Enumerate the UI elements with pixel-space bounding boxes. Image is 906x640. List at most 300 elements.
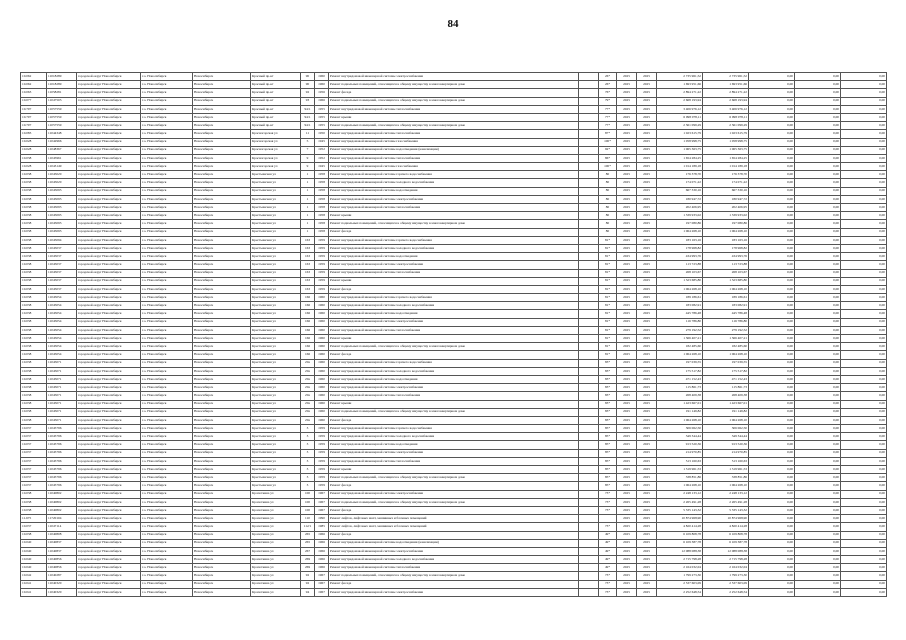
table-cell: 11045054 <box>47 294 77 302</box>
table-cell: 0,00 <box>841 73 887 81</box>
table-cell: 0,00 <box>841 335 887 343</box>
table-cell: Крестьянская ул <box>251 392 301 400</box>
table-cell: 1960 <box>315 294 329 302</box>
table-cell: городской округ Новосибирск <box>77 236 141 244</box>
table-cell: 3 <box>301 474 315 482</box>
table-cell: 11045037 <box>47 244 77 252</box>
table-cell: 0,00 <box>749 310 795 318</box>
table-cell: 1958 <box>315 220 329 228</box>
table-cell <box>579 441 599 449</box>
table-cell: 10.038 <box>21 285 47 293</box>
table-cell: Красногорская ул <box>251 138 301 146</box>
table-cell: Новосибирск <box>193 277 251 285</box>
table-cell: 2025 <box>637 416 657 424</box>
table-cell <box>579 269 599 277</box>
table-cell: 175 517,82 <box>703 367 749 375</box>
table-cell: Крестьянская ул <box>251 220 301 228</box>
table-cell: Ремонт внутридомовой инженерной системы газоснабжения <box>329 163 579 171</box>
table-cell: 73* <box>599 498 617 506</box>
table-cell: Ремонт внутридомовой инженерной системы электроснабжения <box>329 547 579 555</box>
table-cell: 2025 <box>637 204 657 212</box>
table-cell: 10.038 <box>21 277 47 285</box>
table-cell: 5 335 143,32 <box>703 506 749 514</box>
table-cell: 11045054 <box>47 318 77 326</box>
table-cell: 80 <box>599 187 617 195</box>
table-cell: 0,00 <box>749 97 795 105</box>
table-cell: г.о. Новосибирск <box>141 547 193 555</box>
table-cell: 279 192,52 <box>703 326 749 334</box>
table-row <box>21 441 887 449</box>
table-cell: 1960 <box>315 400 329 408</box>
table-cell: 0,00 <box>749 302 795 310</box>
table-cell: 1 366 407,21 <box>657 335 703 343</box>
table-cell: 83* <box>599 384 617 392</box>
table-cell <box>579 179 599 187</box>
table-cell: 12 088 088,38 <box>703 547 749 555</box>
table-cell: Ремонт внутридомовой инженерной системы холодного водоснабжения <box>329 367 579 375</box>
table-cell <box>579 392 599 400</box>
table-cell: Новосибирск <box>193 375 251 383</box>
table-cell: 202 406,95 <box>703 204 749 212</box>
table-cell: 1985 <box>315 523 329 531</box>
table-cell: г.о. Новосибирск <box>141 105 193 113</box>
table-cell <box>579 433 599 441</box>
table-cell: 2025 <box>617 580 637 588</box>
table-cell: Новосибирск <box>193 449 251 457</box>
table-cell: 1959 <box>315 466 329 474</box>
table-cell: 2025 <box>637 154 657 162</box>
table-cell: г.о. Новосибирск <box>141 285 193 293</box>
table-cell: 197 080,86 <box>703 220 749 228</box>
table-cell: Новосибирск <box>193 122 251 130</box>
table-cell: 163 <box>301 261 315 269</box>
table-cell: 1 058 998,75 <box>657 138 703 146</box>
table-cell: 2025 <box>637 236 657 244</box>
table-cell: Крестьянская ул <box>251 285 301 293</box>
table-cell: г.о. Новосибирск <box>141 384 193 392</box>
table-cell: 2025 <box>637 564 657 572</box>
table-cell: Ремонт внутридомовой инженерной системы водоотведения <box>329 310 579 318</box>
table-cell: Крестьянская ул <box>251 425 301 433</box>
table-cell: Новосибирск <box>193 515 251 523</box>
table-cell: 85* <box>599 466 617 474</box>
table-cell: 10 874 968,90 <box>703 515 749 523</box>
table-row <box>21 105 887 113</box>
table-cell: 0,00 <box>749 105 795 113</box>
table-cell: 10.028 <box>21 163 47 171</box>
table-cell: 83* <box>599 408 617 416</box>
table-cell: 11045037 <box>47 277 77 285</box>
table-cell: 2025 <box>637 89 657 97</box>
table-cell: 92 <box>301 580 315 588</box>
table-cell <box>579 400 599 408</box>
table-cell: 1 064 268,10 <box>703 416 749 424</box>
table-cell: г.о. Новосибирск <box>141 433 193 441</box>
table-cell: 0,00 <box>749 515 795 523</box>
table-cell: 10.040 <box>21 564 47 572</box>
table-cell: 1 064 268,10 <box>703 285 749 293</box>
table-cell: 1 339 933,02 <box>703 212 749 220</box>
table-cell: 2025 <box>637 212 657 220</box>
table-cell: Ремонт крыши <box>329 277 579 285</box>
table-cell: 0,00 <box>795 457 841 465</box>
table-cell: 1 <box>301 187 315 195</box>
table-cell: 0,00 <box>841 572 887 580</box>
table-row <box>21 97 887 105</box>
table-cell: Крестьянская ул <box>251 236 301 244</box>
table-cell: 11045093 <box>47 228 77 236</box>
table-cell: 11045961 <box>47 154 77 162</box>
table-cell: 214 970,85 <box>703 449 749 457</box>
table-cell: Крестьянская ул <box>251 171 301 179</box>
table-cell: 3 <box>301 466 315 474</box>
table-cell: 1959 <box>315 474 329 482</box>
table-cell: г.о. Новосибирск <box>141 146 193 154</box>
table-cell: городской округ Новосибирск <box>77 441 141 449</box>
table-cell: 0,00 <box>841 89 887 97</box>
table-row <box>21 253 887 261</box>
table-cell: 0,00 <box>841 326 887 334</box>
table-row <box>21 294 887 302</box>
table-cell: 2025 <box>617 547 637 555</box>
table-cell: г.о. Новосибирск <box>141 441 193 449</box>
table-cell: 2025 <box>617 179 637 187</box>
table-cell: 2025 <box>637 269 657 277</box>
table-cell: 0,00 <box>841 187 887 195</box>
table-cell: Ремонт внутридомовой инженерной системы теплоснабжения <box>329 105 579 113</box>
table-cell: 183 082,91 <box>703 302 749 310</box>
table-cell: 1958 <box>315 228 329 236</box>
table-row <box>21 367 887 375</box>
table-cell: г.о. Новосибирск <box>141 515 193 523</box>
table-cell: 2025 <box>637 285 657 293</box>
table-cell <box>579 564 599 572</box>
table-cell: 11040320 <box>47 588 77 596</box>
table-cell: Крестьянская ул <box>251 244 301 252</box>
table-cell: 1959 <box>315 425 329 433</box>
table-row <box>21 228 887 236</box>
table-cell: Ремонт подвальных помещений, относящихся к общему имуществу в многоквартирном доме <box>329 81 579 89</box>
table-cell: 0,00 <box>795 113 841 121</box>
table-cell: 0,00 <box>841 474 887 482</box>
table-cell: 166 <box>301 294 315 302</box>
table-cell <box>579 408 599 416</box>
table-cell: городской округ Новосибирск <box>77 81 141 89</box>
table-cell: Крестьянская ул <box>251 310 301 318</box>
table-cell: 77* <box>599 122 617 130</box>
table-cell: 2025 <box>637 384 657 392</box>
table-cell: 0,00 <box>795 89 841 97</box>
table-cell: Кропоткина ул <box>251 523 301 531</box>
table-cell: 0,00 <box>749 384 795 392</box>
table-cell: 2025 <box>617 228 637 236</box>
table-cell: 197 039,55 <box>703 359 749 367</box>
table-cell: 11047503 <box>47 97 77 105</box>
table-cell: 2025 <box>637 433 657 441</box>
table-cell: 1 014 189,18 <box>657 163 703 171</box>
table-cell: 445 786,48 <box>657 310 703 318</box>
table-cell: 0,00 <box>795 506 841 514</box>
table-cell: 73* <box>599 523 617 531</box>
table-cell: г.о. Новосибирск <box>141 416 193 424</box>
table-cell: 26* <box>599 81 617 89</box>
table-cell: г.о. Новосибирск <box>141 253 193 261</box>
table-cell <box>579 572 599 580</box>
table-cell <box>579 449 599 457</box>
table-cell: 268 103,67 <box>703 269 749 277</box>
table-cell: 0,00 <box>795 179 841 187</box>
table-cell: 2 894 271,22 <box>703 89 749 97</box>
table-cell: 112/1 <box>301 523 315 531</box>
table-cell: Ремонт внутридомовой инженерной системы горячего водоснабжения <box>329 425 579 433</box>
table-cell: 2025 <box>637 375 657 383</box>
table-cell: 0,00 <box>795 416 841 424</box>
table-cell: 2025 <box>617 89 637 97</box>
table-cell: 2025 <box>617 367 637 375</box>
table-cell: 10.083 <box>21 130 47 138</box>
table-cell: 80 <box>599 179 617 187</box>
table-cell: Ремонт внутридомовой инженерной системы теплоснабжения <box>329 204 579 212</box>
table-cell: Ремонт внутридомовой инженерной системы водоотведения (канализации) <box>329 539 579 547</box>
table-cell: Кропоткина ул <box>251 547 301 555</box>
table-cell: 0,00 <box>795 515 841 523</box>
table-cell <box>579 89 599 97</box>
table-cell: 1960 <box>315 335 329 343</box>
table-cell: 0,00 <box>841 466 887 474</box>
table-row <box>21 490 887 498</box>
table-cell: 2025 <box>637 556 657 564</box>
table-cell: городской округ Новосибирск <box>77 547 141 555</box>
table-row <box>21 154 887 162</box>
table-cell: 0,00 <box>795 294 841 302</box>
table-cell <box>579 515 599 523</box>
table-cell: 0,00 <box>841 457 887 465</box>
table-cell: 80 <box>599 220 617 228</box>
table-cell: 11045054 <box>47 302 77 310</box>
table-row <box>21 359 887 367</box>
table-cell: городской округ Новосибирск <box>77 326 141 334</box>
table-cell: городской округ Новосибирск <box>77 375 141 383</box>
table-cell: 1 319 961,53 <box>703 466 749 474</box>
table-cell <box>579 335 599 343</box>
table-cell: 0,00 <box>749 425 795 433</box>
table-cell: 2025 <box>617 375 637 383</box>
table-cell: 0,00 <box>841 375 887 383</box>
table-cell: 1959 <box>315 253 329 261</box>
table-cell: 306 062,50 <box>657 425 703 433</box>
table-cell: г.о. Новосибирск <box>141 564 193 572</box>
table-cell: 0,00 <box>841 506 887 514</box>
table-row <box>21 474 887 482</box>
table-cell: г.о. Новосибирск <box>141 367 193 375</box>
table-cell: 2025 <box>617 261 637 269</box>
table-cell: 81* <box>599 269 617 277</box>
table-cell: 26* <box>599 73 617 81</box>
table-cell: 1960 <box>315 408 329 416</box>
table-cell: 1960 <box>315 359 329 367</box>
table-cell: 1 064 268,10 <box>657 482 703 490</box>
table-cell: 10.038 <box>21 392 47 400</box>
table-cell: 513 160,63 <box>657 457 703 465</box>
table-row <box>21 539 887 547</box>
table-row <box>21 285 887 293</box>
table-cell: Крестьянская ул <box>251 351 301 359</box>
table-cell: 10.037 <box>21 523 47 531</box>
table-cell: Ремонт внутридомовой инженерной системы горячего водоснабжения <box>329 236 579 244</box>
table-cell: Крестьянская ул <box>251 228 301 236</box>
table-cell: Новосибирск <box>193 351 251 359</box>
table-cell: г.о. Новосибирск <box>141 89 193 97</box>
table-row <box>21 564 887 572</box>
table-cell: Ремонт фасада <box>329 531 579 539</box>
table-cell: г.о. Новосибирск <box>141 212 193 220</box>
table-cell: 77* <box>599 105 617 113</box>
table-cell <box>579 302 599 310</box>
table-cell: 0,00 <box>749 400 795 408</box>
table-cell: Красный пр-кт <box>251 89 301 97</box>
table-row <box>21 482 887 490</box>
table-cell: 1 <box>301 179 315 187</box>
table-cell <box>579 326 599 334</box>
table-cell: г.о. Новосибирск <box>141 449 193 457</box>
table-cell: 10.041 <box>21 588 47 596</box>
table-cell: 0,00 <box>795 523 841 531</box>
table-cell: 0,00 <box>795 564 841 572</box>
table-cell: 11045037 <box>47 285 77 293</box>
table-cell: Новосибирск <box>193 146 251 154</box>
table-cell: 0,00 <box>749 81 795 89</box>
table-cell: г.о. Новосибирск <box>141 425 193 433</box>
table-cell: 11040802 <box>47 506 77 514</box>
table-cell: 2025 <box>617 154 637 162</box>
table-row <box>21 302 887 310</box>
table-cell: 2025 <box>617 425 637 433</box>
table-cell: 0,00 <box>749 441 795 449</box>
table-cell: городской округ Новосибирск <box>77 335 141 343</box>
table-cell: 0,00 <box>841 490 887 498</box>
table-cell: Новосибирск <box>193 294 251 302</box>
table-cell: 20а <box>301 408 315 416</box>
table-cell: 11045037 <box>47 261 77 269</box>
table-cell: 2025 <box>617 163 637 171</box>
table-cell: 1 339 933,02 <box>657 212 703 220</box>
table-cell: Кропоткина ул <box>251 588 301 596</box>
table-cell: 77* <box>599 113 617 121</box>
table-cell: 2025 <box>637 277 657 285</box>
table-cell: 2025 <box>617 351 637 359</box>
table-cell: 11045071 <box>47 384 77 392</box>
table-cell: 2025 <box>617 318 637 326</box>
table-cell: 81* <box>599 236 617 244</box>
table-cell: 1 799 273,30 <box>657 572 703 580</box>
table-cell: г.о. Новосибирск <box>141 310 193 318</box>
table-row <box>21 392 887 400</box>
table-cell: городской округ Новосибирск <box>77 195 141 203</box>
table-cell: 166 <box>301 343 315 351</box>
table-cell: 0,00 <box>795 269 841 277</box>
table-cell: 0,00 <box>749 523 795 531</box>
table-cell: 10.028 <box>21 138 47 146</box>
table-cell: городской округ Новосибирск <box>77 506 141 514</box>
table-cell: 1960 <box>315 73 329 81</box>
table-cell: 10.038 <box>21 384 47 392</box>
table-cell: 2025 <box>637 400 657 408</box>
table-cell: 80 <box>599 171 617 179</box>
table-cell: Новосибирск <box>193 400 251 408</box>
table-cell: 0,00 <box>795 375 841 383</box>
table-cell: Ремонт внутридомовой инженерной системы горячего водоснабжения <box>329 171 579 179</box>
table-cell: г.о. Новосибирск <box>141 482 193 490</box>
table-cell: 10.038 <box>21 236 47 244</box>
table-cell: 1958 <box>315 212 329 220</box>
table-cell: городской округ Новосибирск <box>77 588 141 596</box>
table-cell: г.о. Новосибирск <box>141 179 193 187</box>
table-cell: 0,00 <box>795 326 841 334</box>
table-cell: 2025 <box>617 408 637 416</box>
table-cell: 2025 <box>617 498 637 506</box>
table-cell: 434 993,76 <box>657 253 703 261</box>
table-cell: 11048367 <box>47 146 77 154</box>
table-cell: Ремонт внутридомовой инженерной системы водоотведения (канализации) <box>329 146 579 154</box>
table-cell: городской округ Новосибирск <box>77 490 141 498</box>
table-cell: 2025 <box>637 539 657 547</box>
table-cell: 1 064 268,10 <box>703 228 749 236</box>
table-cell: г.о. Новосибирск <box>141 466 193 474</box>
table-cell: 2025 <box>617 539 637 547</box>
table-cell: 83* <box>599 392 617 400</box>
table-cell: г.о. Новосибирск <box>141 335 193 343</box>
table-cell: 11057559 <box>47 105 77 113</box>
table-cell: 163 <box>301 285 315 293</box>
table-cell: 0,00 <box>841 588 887 596</box>
table-cell: 1958 <box>315 171 329 179</box>
table-cell: 20а <box>301 367 315 375</box>
table-cell: 81* <box>599 244 617 252</box>
table-cell: Крестьянская ул <box>251 400 301 408</box>
table-cell: 2025 <box>617 556 637 564</box>
table-cell: 0,00 <box>749 531 795 539</box>
table-cell: Новосибирск <box>193 138 251 146</box>
table-cell: 0,00 <box>795 154 841 162</box>
table-cell: Новосибирск <box>193 490 251 498</box>
table-cell: 10.038 <box>21 498 47 506</box>
table-cell: Ремонт внутридомовой инженерной системы электроснабжения <box>329 490 579 498</box>
table-row <box>21 457 887 465</box>
table-cell: 0,00 <box>841 97 887 105</box>
table-cell: г.о. Новосибирск <box>141 400 193 408</box>
table-cell: городской округ Новосибирск <box>77 433 141 441</box>
table-cell: г.о. Новосибирск <box>141 277 193 285</box>
table-cell: Ремонт крыши <box>329 466 579 474</box>
table-row <box>21 425 887 433</box>
table-row <box>21 204 887 212</box>
table-cell: г.о. Новосибирск <box>141 506 193 514</box>
table-cell: 100* <box>599 138 617 146</box>
table-cell: 1 064 268,10 <box>657 351 703 359</box>
table-cell: 11057559 <box>47 122 77 130</box>
page-number: 84 <box>447 18 459 30</box>
table-cell: Новосибирск <box>193 416 251 424</box>
table-cell: 2025 <box>617 212 637 220</box>
table-cell: 10.038 <box>21 531 47 539</box>
table-cell: 0,00 <box>749 154 795 162</box>
table-cell: 1966 <box>315 564 329 572</box>
table-cell: 0,00 <box>749 261 795 269</box>
table-cell: 2 735 961,52 <box>657 73 703 81</box>
table-cell: 1960 <box>315 343 329 351</box>
table-cell: 10.037 <box>21 425 47 433</box>
table-cell: г.о. Новосибирск <box>141 392 193 400</box>
